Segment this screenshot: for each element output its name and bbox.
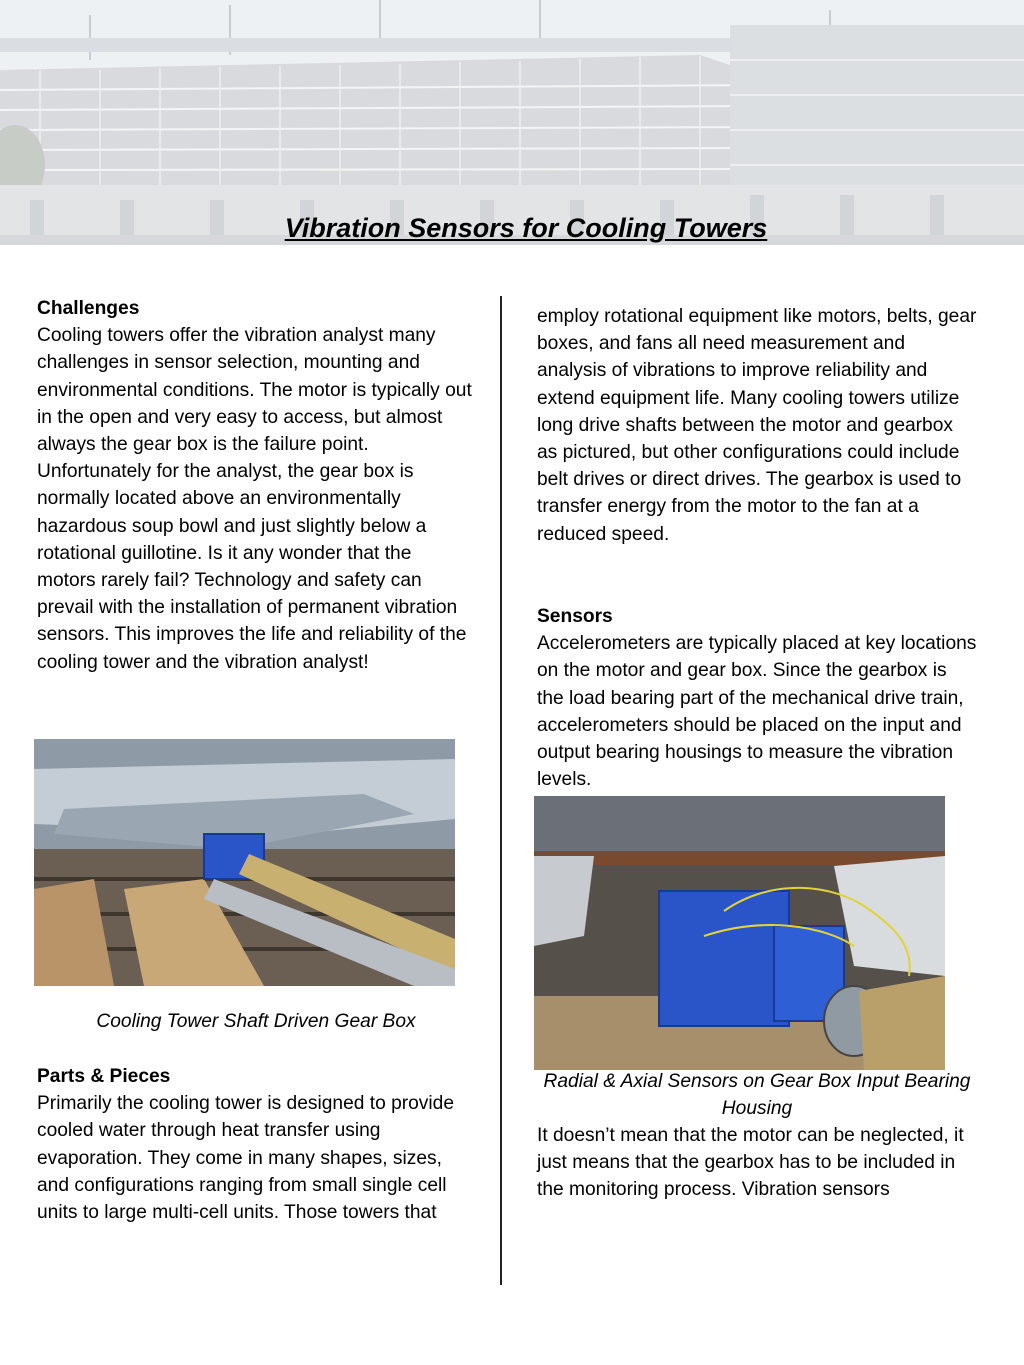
- gearbox-shape: [659, 891, 789, 1026]
- sensors-paragraph: Accelerometers are typically placed at key locations on the motor and gear box. Since the gearbox is the load bearing part of the mechanical drive train, accelerometers should be placed on the input and output bearing housings to measure the vibration levels.: [537, 633, 977, 791]
- sensors-heading: Sensors: [537, 606, 613, 627]
- continued-section: [537, 303, 977, 548]
- left-photo-caption: Cooling Tower Shaft Driven Gear Box: [96, 1011, 416, 1032]
- challenges-heading: Challenges: [37, 298, 140, 319]
- gearbox-sensors-photo: [534, 796, 945, 1070]
- sensors-section: [537, 603, 977, 793]
- challenges-section: [37, 295, 472, 676]
- cooling-tower-banner-image: [0, 0, 1024, 245]
- parts-heading: Parts & Pieces: [37, 1066, 171, 1087]
- right-photo-caption: Radial & Axial Sensors on Gear Box Input Bearing Housing: [543, 1071, 971, 1120]
- page-title: Vibration Sensors for Cooling Towers: [284, 213, 768, 243]
- column-divider: [500, 296, 502, 1285]
- parts-section: [37, 1063, 477, 1226]
- challenges-paragraph: Cooling towers offer the vibration analyst many challenges in sensor selection, mounting and environmental conditions. The motor is typically out in the open and very easy to access, but almost always the gear box is the failure point. Unfortunately for the analyst, the gear box is normally located above an environmentally hazardous soup bowl and just slightly below a rotational guillotine. Is it any wonder that the motors rarely fail? Technology and safety can prevail with the installation of permanent vibration sensors. This improves the life and reliability of the cooling tower and the vibration analyst!: [37, 325, 472, 673]
- parts-paragraph: Primarily the cooling tower is designed to provide cooled water through heat transfer using evaporation. They come in many shapes, sizes, and configurations ranging from small single cell units to large multi-cell units. Those towers that: [37, 1093, 455, 1224]
- continued-paragraph: employ rotational equipment like motors, belts, gear boxes, and fans all need measurement and analysis of vibrations to improve reliability and extend equipment life. Many cooling towers utilize long drive shafts between the motor and gearbox as pictured, but other configurations could include belt drives or direct drives. The gearbox is used to transfer energy from the motor to the fan at a reduced speed.: [537, 306, 977, 545]
- shaft-driven-gearbox-photo: [34, 739, 455, 986]
- closing-paragraph: It doesn’t mean that the motor can be neglected, it just means that the gearbox has to be included in the monitoring process. Vibration sensors: [537, 1125, 964, 1201]
- closing-section: [537, 1122, 977, 1204]
